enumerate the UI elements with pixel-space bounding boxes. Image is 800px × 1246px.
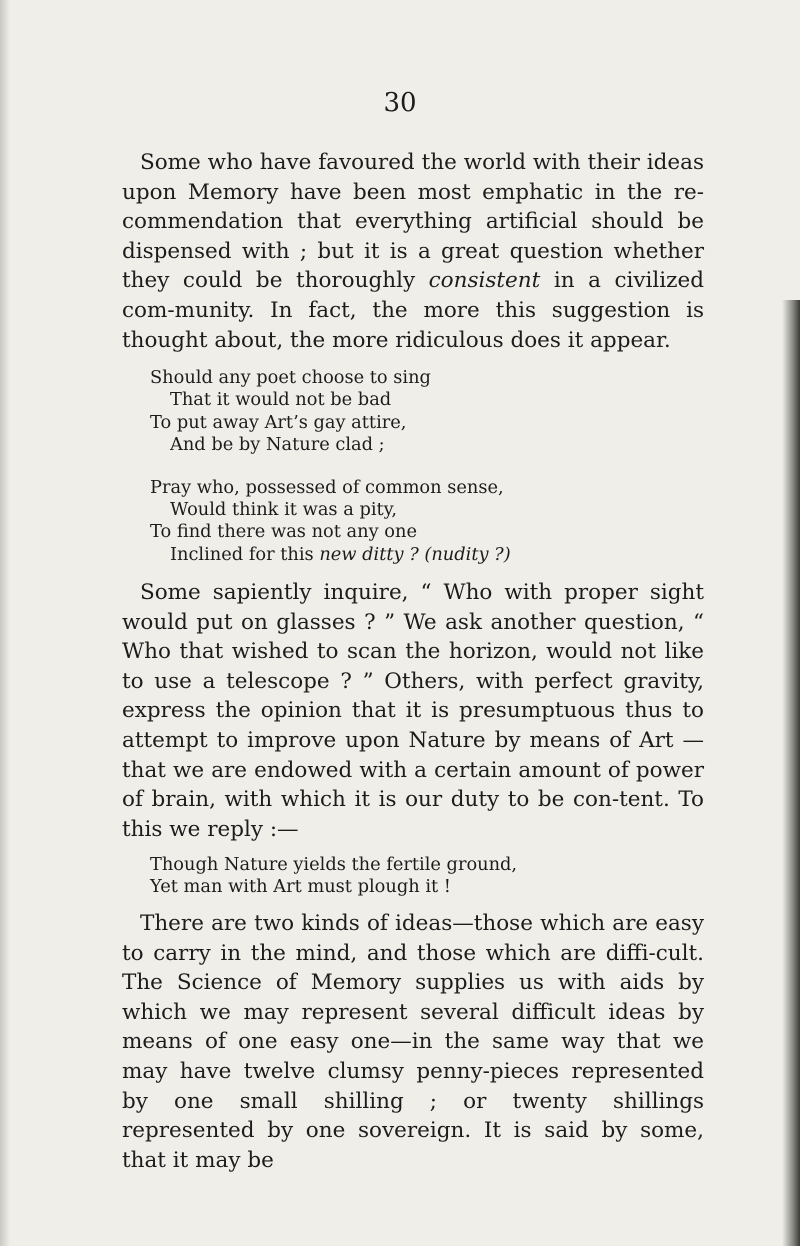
paragraph-1-text-a: Some who have favoured the world with their ideas upon Memory have been most emphatic in the re-commendation that everything artificial should be dispensed with ; but it is a great question whether they could be thoroughly [122,150,704,294]
poem-1-line-8-italic: new ditty ? (nudity ?) [319,543,511,565]
poem-1 [150,367,710,566]
page-edge [782,300,800,1246]
poem-1-line-7: To find there was not any one [150,521,417,543]
paragraph-2: Some sapiently inquire, “ Who with proper sight would put on glasses ? ” We ask another question, “ Who that wished to scan the horizon, would not like to use a telescope ? ” Others, with perfect gravity, express the opinion that it is presumptuous thus to attempt to improve upon Nature by means of Art —that we are endowed with a certain amount of power of brain, with which it is our duty to be con-tent. To this we reply :— [122,580,704,842]
poem-1-line-4: And be by Nature clad ; [170,434,385,456]
poem-1-line-1: Should any poet choose to sing [150,367,431,388]
poem-2-line-2: Yet man with Art must plough it ! [150,876,451,898]
stanza-gap [150,457,710,477]
paragraph-3: There are two kinds of ideas—those which are easy to carry in the mind, and those which are diffi-cult. The Science of Memory supplies us with aids by which we may represent several difficult ideas by means of one easy one—in the same way that we may have twelve clumsy penny-pieces represented by one small shilling ; or twenty shillings represented by one sovereign. It is said by some, that it may be [122,911,704,1173]
paragraph-1 [122,148,704,355]
poem-2 [150,854,710,899]
poem-1-line-8-text: Inclined for this [170,543,320,565]
poem-1-line-6: Would think it was a pity, [170,499,397,521]
poem-1-line-5: Pray who, possessed of common sense, [150,476,504,498]
poem-2-line-1: Though Nature yields the fertile ground, [150,854,518,875]
paragraph-1-text-b: in a civilized com-munity. In fact, the more this suggestion is thought about, the more ridiculous does it appear. [122,268,704,353]
paragraph-1-italic: consistent [428,268,541,294]
page-number: 30 [383,88,417,118]
poem-1-line-3: To put away Art’s gay attire, [150,411,407,433]
page-gutter-shadow [0,0,10,1246]
poem-1-line-2: That it would not be bad [170,389,392,411]
poem-1-line-8 [150,544,710,566]
